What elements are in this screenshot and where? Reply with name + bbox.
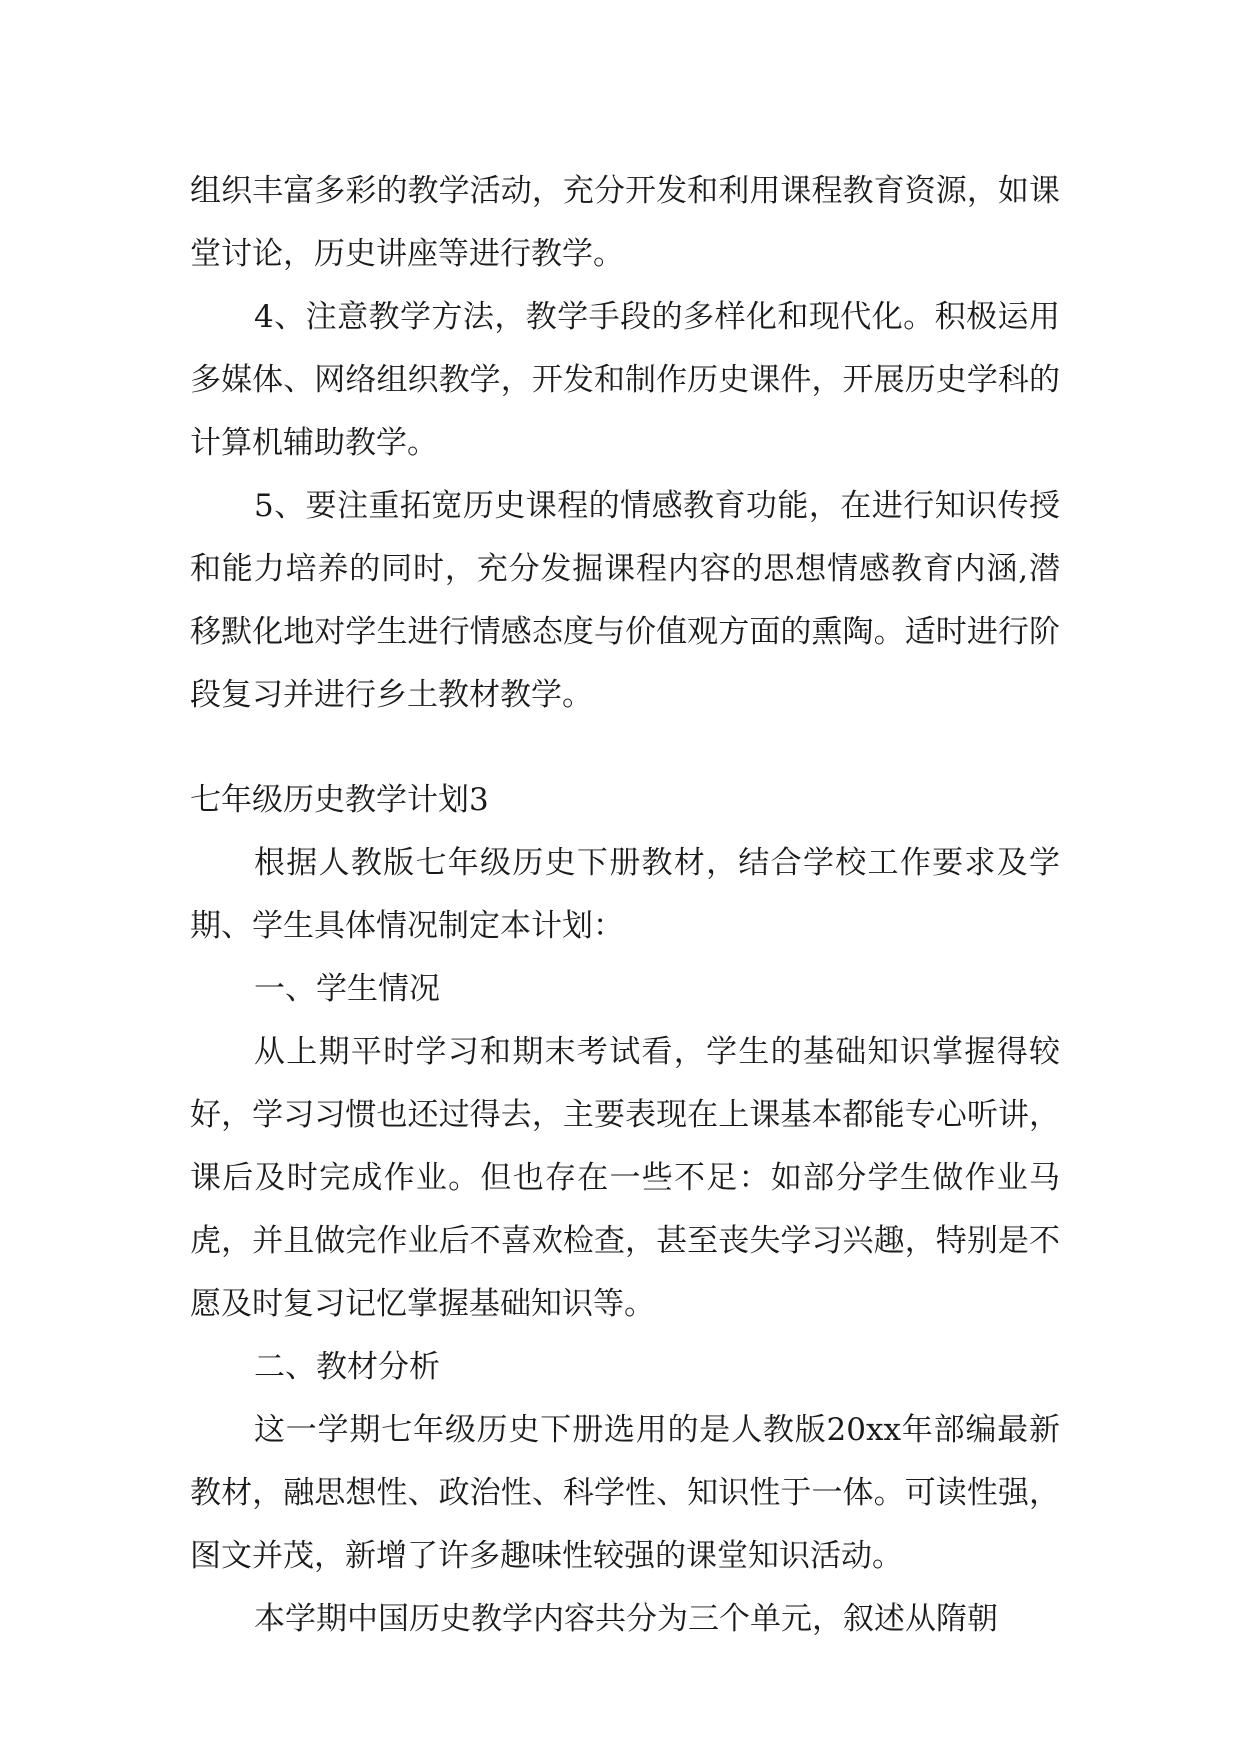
- heading-textbook-analysis: 二、教材分析: [254, 1349, 440, 1385]
- paragraph-continuation: 组织丰富多彩的教学活动，充分开发和利用课程教育资源，如课堂讨论，历史讲座等进行教学。: [190, 173, 1060, 272]
- paragraph-textbook-analysis: 这一学期七年级历史下册选用的是人教版20xx年部编最新教材，融思想性、政治性、科学性、知识性于一体。可读性强，图文并茂，新增了许多趣味性较强的课堂知识活动。: [190, 1412, 1060, 1574]
- paragraph-content-units: 本学期中国历史教学内容共分为三个单元，叙述从隋朝: [254, 1601, 998, 1637]
- heading-student-situation: 一、学生情况: [254, 971, 440, 1007]
- paragraph-student-situation: 从上期平时学习和期末考试看，学生的基础知识掌握得较好，学习习惯也还过得去，主要表现在上课基本都能专心听讲，课后及时完成作业。但也存在一些不足：如部分学生做作业马虎，并且做完作业后不喜欢检查，甚至丧失学习兴趣，特别是不愿及时复习记忆掌握基础知识等。: [190, 1034, 1060, 1322]
- paragraph-item-5: 5、要注重拓宽历史课程的情感教育功能，在进行知识传授和能力培养的同时，充分发掘课程内容的思想情感教育内涵,潜移默化地对学生进行情感态度与价值观方面的熏陶。适时进行阶段复习并进行乡土教材教学。: [190, 488, 1060, 713]
- document-body: [190, 160, 1060, 1651]
- paragraph-item-4: 4、注意教学方法，教学手段的多样化和现代化。积极运用多媒体、网络组织教学，开发和制作历史课件，开展历史学科的计算机辅助教学。: [190, 299, 1060, 461]
- paragraph-intro: 根据人教版七年级历史下册教材，结合学校工作要求及学期、学生具体情况制定本计划：: [190, 845, 1060, 944]
- section-title: 七年级历史教学计划3: [190, 782, 489, 818]
